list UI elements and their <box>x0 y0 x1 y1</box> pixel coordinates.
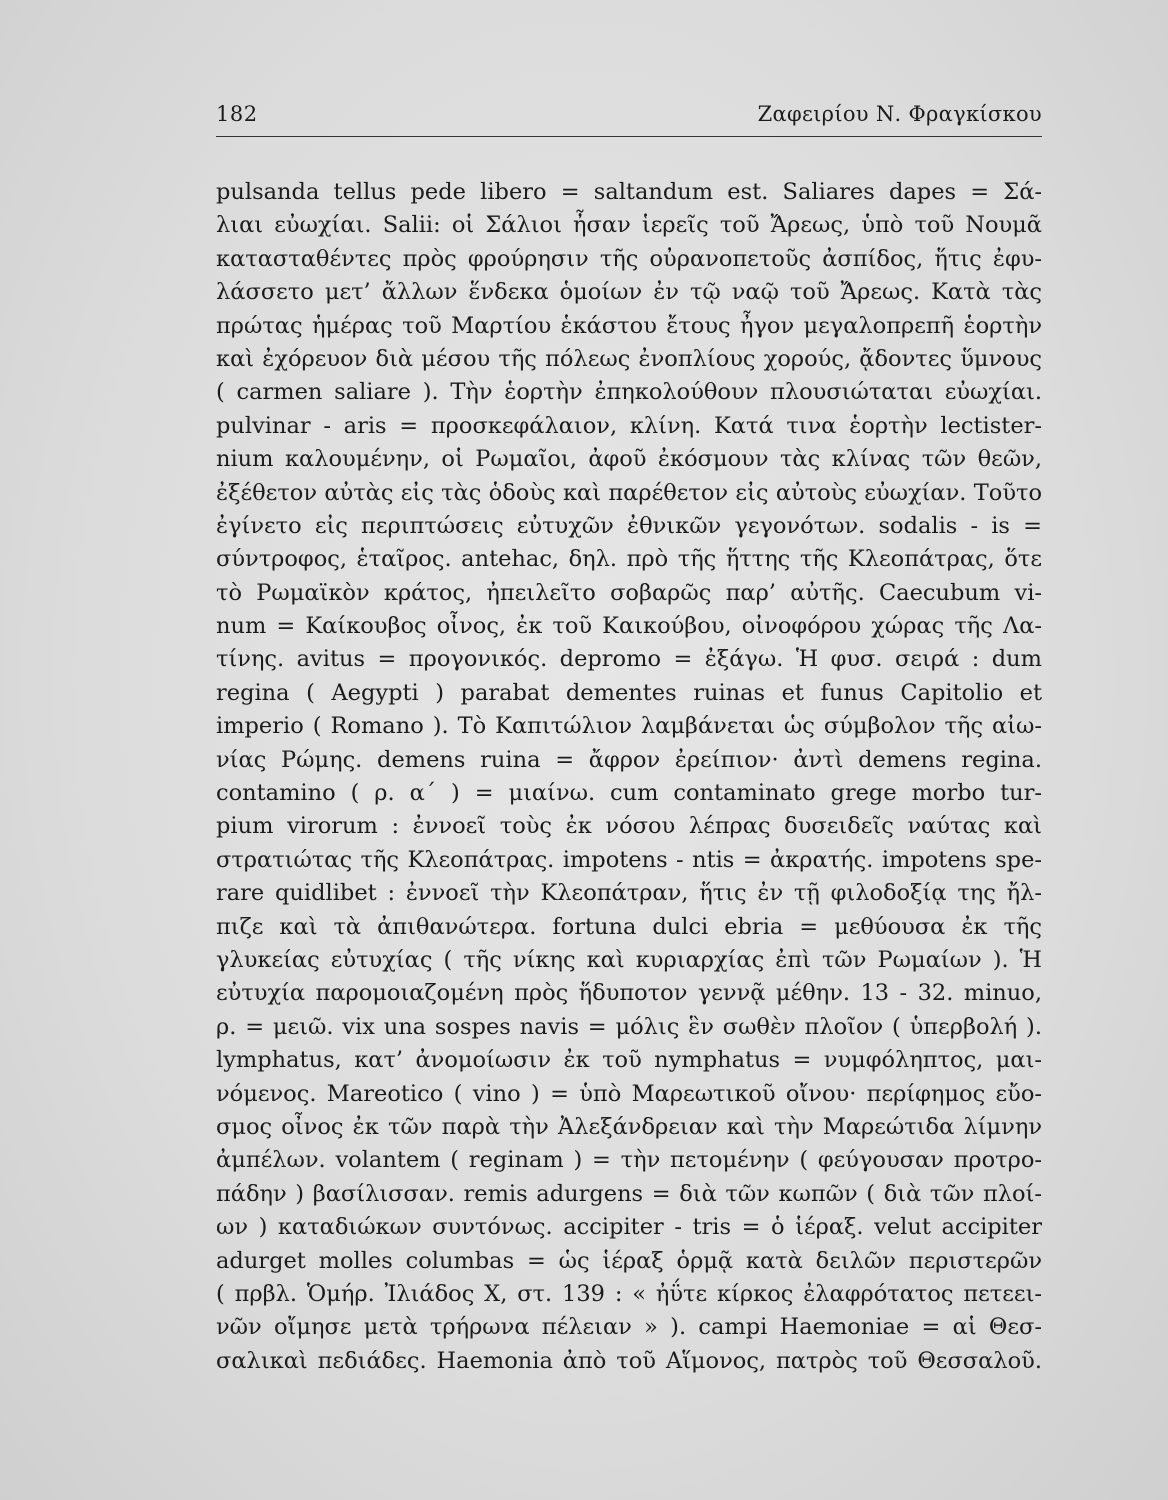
text-line: ( πρβλ. Ὁμήρ. Ἰλιάδος Χ, στ. 139 : « ἠΰτε κίρκος ἐλαφρότατος πετεει- <box>216 1280 1042 1307</box>
text-line: ἐξέθετον αὐτὰς εἰς τὰς ὁδοὺς καὶ παρέθετον εἰς αὐτοὺς εὐωχίαν. Τοῦτο <box>216 479 1042 506</box>
body-text <box>216 176 1042 1378</box>
text-line: καὶ ἐχόρευον διὰ μέσου τῆς πόλεως ἐνοπλίους χορούς, ᾄδοντες ὕμνους <box>216 345 1042 372</box>
text-line: contamino ( ρ. α΄ ) = μιαίνω. cum contaminato grege morbo tur- <box>216 780 1042 807</box>
page-header <box>216 100 1042 137</box>
text-line: λιαι εὐωχίαι. Salii: οἱ Σάλιοι ἦσαν ἱερεῖς τοῦ Ἄρεως, ὑπὸ τοῦ Νουμᾶ <box>216 212 1042 239</box>
text-line: σύντροφος, ἑταῖρος. antehac, δηλ. πρὸ τῆς ἥττης τῆς Κλεοπάτρας, ὅτε <box>216 546 1042 573</box>
text-line: adurget molles columbas = ὡς ἱέραξ ὁρμᾷ κατὰ δειλῶν περιστερῶν <box>216 1247 1042 1274</box>
text-line: νῶν οἴμησε μετὰ τρήρωνα πέλειαν » ). campi Haemoniae = αἱ Θεσ- <box>216 1314 1042 1341</box>
text-line: σμος οἶνος ἐκ τῶν παρὰ τὴν Ἀλεξάνδρειαν καὶ τὴν Μαρεώτιδα λίμνην <box>216 1113 1042 1140</box>
text-line: pulsanda tellus pede libero = saltandum est. Saliares dapes = Σά- <box>216 179 1042 205</box>
text-line: γλυκείας εὐτυχίας ( τῆς νίκης καὶ κυριαρχίας ἐπὶ τῶν Ρωμαίων ). Ἡ <box>216 946 1042 973</box>
text-line: πρώτας ἡμέρας τοῦ Μαρτίου ἑκάστου ἔτους ἦγον μεγαλοπρεπῆ ἑορτὴν <box>216 312 1042 339</box>
text-line: nium καλουμένην, οἱ Ρωμαῖοι, ἀφοῦ ἐκόσμουν τὰς κλίνας τῶν θεῶν, <box>216 446 1042 473</box>
text-line: ων ) καταδιώκων συντόνως. accipiter - tris = ὁ ἱέραξ. velut accipiter <box>216 1214 1042 1241</box>
page-number: 182 <box>216 102 258 126</box>
text-line: ( carmen saliare ). Τὴν ἑορτὴν ἐπηκολούθουν πλουσιώταται εὐωχίαι. <box>216 379 1042 406</box>
text-line: τὸ Ρωμαϊκὸν κράτος, ἠπειλεῖτο σοβαρῶς παρ’ αὐτῆς. Caecubum vi- <box>216 579 1042 606</box>
text-line: νίας Ρώμης. demens ruina = ἄφρον ἐρείπιον· ἀντὶ demens regina. <box>216 746 1042 773</box>
text-line: ρ. = μειῶ. vix una sospes navis = μόλις ἓν σωθὲν πλοῖον ( ὑπερβολή ). <box>216 1013 1042 1040</box>
text-line: σαλικαὶ πεδιάδες. Haemonia ἀπὸ τοῦ Αἵμονος, πατρὸς τοῦ Θεσσαλοῦ. <box>216 1347 1042 1374</box>
text-line: lymphatus, κατ’ ἀνομοίωσιν ἐκ τοῦ nymphatus = νυμφόληπτος, μαι- <box>216 1047 1042 1074</box>
running-head: Ζαφειρίου Ν. Φραγκίσκου <box>757 102 1042 126</box>
text-line: imperio ( Romano ). Τὸ Καπιτώλιον λαμβάνεται ὡς σύμβολον τῆς αἰω- <box>216 713 1042 740</box>
text-line: ἐγίνετο εἰς περιπτώσεις εὐτυχῶν ἐθνικῶν γεγονότων. sodalis - is = <box>216 512 1042 539</box>
text-line: rare quidlibet : ἐννοεῖ τὴν Κλεοπάτραν, ἥτις ἐν τῇ φιλοδοξίᾳ της ἤλ- <box>216 880 1042 907</box>
text-line: στρατιώτας τῆς Κλεοπάτρας. impotens - ntis = ἀκρατής. impotens spe- <box>216 846 1042 873</box>
text-line: κατασταθέντες πρὸς φρούρησιν τῆς οὐρανοπετοῦς ἀσπίδος, ἥτις ἐφυ- <box>216 245 1042 272</box>
text-line: λάσσετο μετ’ ἄλλων ἕνδεκα ὁμοίων ἐν τῷ ναῷ τοῦ Ἄρεως. Κατὰ τὰς <box>216 279 1042 306</box>
text-line: πάδην ) βασίλισσαν. remis adurgens = διὰ τῶν κωπῶν ( διὰ τῶν πλοί- <box>216 1180 1042 1207</box>
text-line: regina ( Aegypti ) parabat dementes ruinas et funus Capitolio et <box>216 679 1042 706</box>
text-line: pulvinar - aris = προσκεφάλαιον, κλίνη. Κατά τινα ἑορτὴν lectister- <box>216 412 1042 439</box>
text-line: ἀμπέλων. volantem ( reginam ) = τὴν πετομένην ( φεύγουσαν προτρο- <box>216 1147 1042 1174</box>
text-line: pium virorum : ἐννοεῖ τοὺς ἐκ νόσου λέπρας δυσειδεῖς ναύτας καὶ <box>216 813 1042 840</box>
text-line: τίνης. avitus = προγονικός. depromo = ἐξάγω. Ἡ φυσ. σειρά : dum <box>216 646 1042 673</box>
text-line: νόμενος. Mareotico ( vino ) = ὑπὸ Μαρεωτικοῦ οἴνου· περίφημος εὔο- <box>216 1080 1042 1107</box>
text-line: num = Καίκουβος οἶνος, ἐκ τοῦ Καικούβου, οἰνοφόρου χώρας τῆς Λα- <box>216 613 1042 640</box>
text-line: πιζε καὶ τὰ ἀπιθανώτερα. fortuna dulci ebria = μεθύουσα ἐκ τῆς <box>216 913 1042 940</box>
text-line: εὐτυχία παρομοιαζομένη πρὸς ἥδυποτον γεννᾷ μέθην. 13 - 32. minuo, <box>216 980 1042 1007</box>
